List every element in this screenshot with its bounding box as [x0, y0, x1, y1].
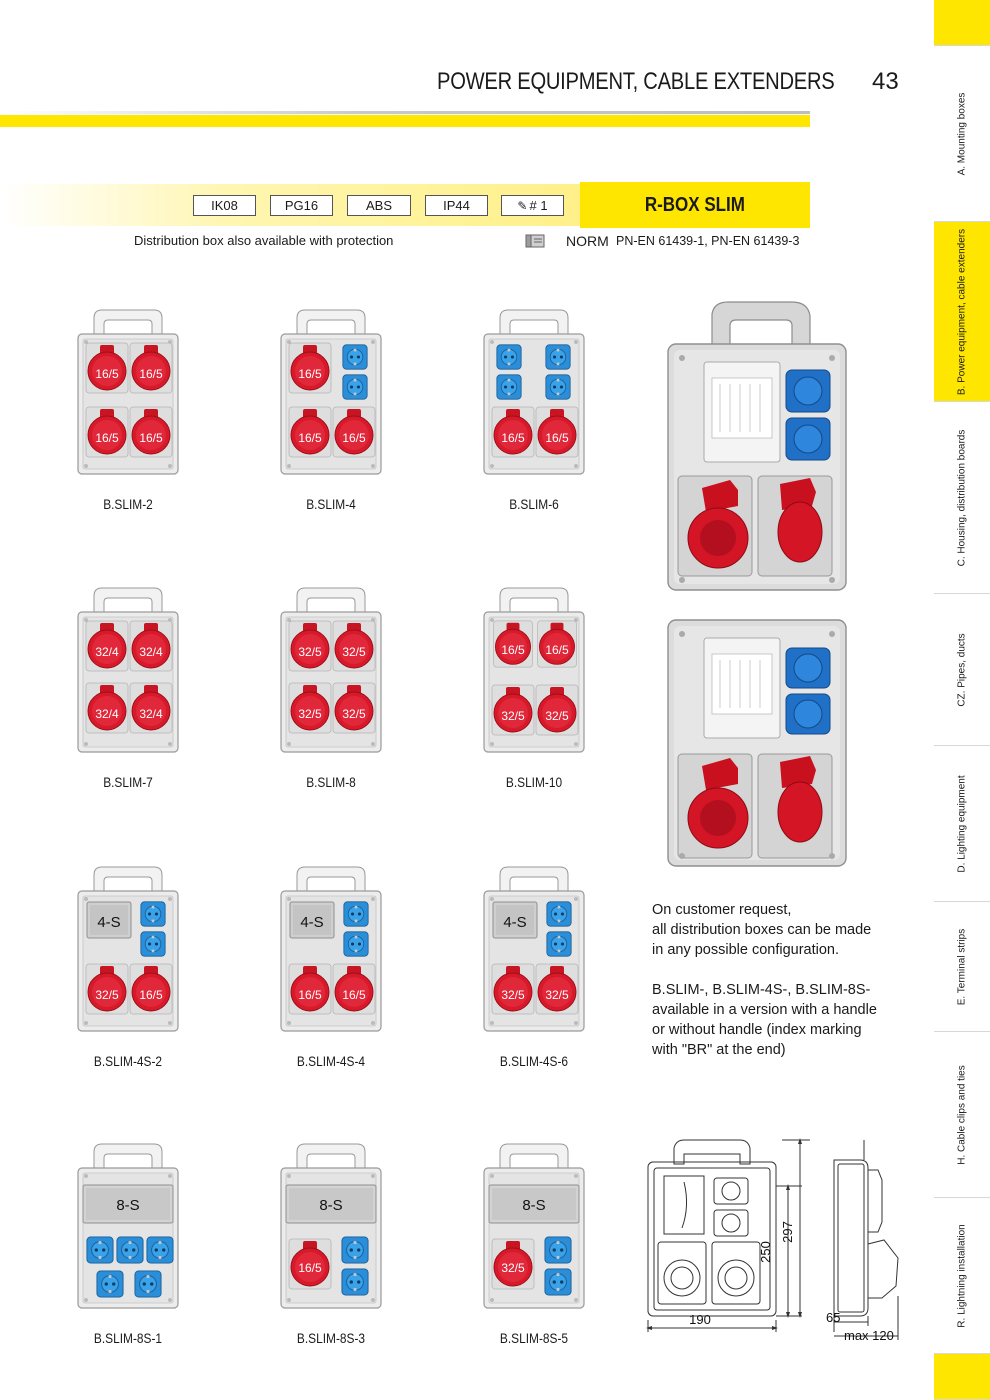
product-code: B.SLIM-8S-1	[93, 1330, 163, 1346]
package-icon: ✎	[517, 198, 528, 213]
front-dimension-drawing	[636, 1136, 816, 1348]
product-code: B.SLIM-4S-6	[499, 1053, 569, 1069]
book-icon	[525, 234, 545, 248]
panel-label: 4-S	[97, 914, 121, 931]
socket-rating: 16/5	[298, 1261, 322, 1275]
socket-rating: 16/5	[545, 643, 569, 657]
tab-label: R. Lightning installation	[956, 1223, 968, 1328]
product-code: B.SLIM-2	[103, 496, 153, 512]
info-line: or without handle (index marking	[652, 1022, 862, 1038]
socket-rating: 32/4	[95, 645, 119, 659]
product-b-slim-4s-6[interactable]	[482, 863, 586, 1069]
info-line: in any possible configuration.	[652, 942, 840, 958]
product-code: B.SLIM-4S-2	[93, 1053, 163, 1069]
product-code: B.SLIM-8S-3	[296, 1330, 366, 1346]
spec-pack-badge: ✎ # 1	[501, 195, 564, 216]
socket-rating: 16/5	[298, 367, 322, 381]
info-line: with "BR" at the end)	[652, 1042, 786, 1058]
product-photo-without-handle	[662, 616, 852, 870]
product-code: B.SLIM-6	[509, 496, 559, 512]
product-image	[279, 863, 383, 1033]
spec-pg-badge: PG16	[270, 195, 333, 216]
tab-label: E. Terminal strips	[956, 928, 968, 1005]
page-title: POWER EQUIPMENT, CABLE EXTENDERS	[437, 68, 835, 95]
product-code: B.SLIM-7	[103, 774, 153, 790]
dimension-depth-max: max 120	[844, 1328, 894, 1343]
socket-rating: 16/5	[342, 431, 366, 445]
dimension-depth: 65	[826, 1310, 841, 1325]
socket-rating: 32/5	[501, 1261, 525, 1275]
product-b-slim-8s-1[interactable]	[76, 1140, 180, 1346]
product-image	[482, 306, 586, 476]
product-code: B.SLIM-10	[505, 774, 563, 790]
socket-rating: 16/5	[139, 367, 163, 381]
spec-ip-badge: IP44	[425, 195, 488, 216]
socket-rating: 32/5	[95, 988, 119, 1002]
product-b-slim-4s-4[interactable]	[279, 863, 383, 1069]
page-number: 43	[872, 68, 899, 95]
socket-rating: 32/5	[342, 707, 366, 721]
tab-pipes-ducts[interactable]	[934, 594, 990, 746]
tab-label: B. Power equipment, cable extenders	[956, 228, 968, 395]
protection-note: Distribution box also available with protection	[134, 233, 394, 248]
socket-rating: 32/5	[501, 988, 525, 1002]
tab-cable-clips[interactable]	[934, 1032, 990, 1198]
tab-label: C. Housing, distribution boards	[956, 429, 968, 566]
product-name-box	[580, 182, 810, 228]
handle-version-note	[652, 980, 877, 1060]
custom-config-note	[652, 900, 871, 960]
spec-ik-badge: IK08	[193, 195, 256, 216]
tab-power-equipment[interactable]	[934, 222, 990, 402]
socket-rating: 32/5	[545, 988, 569, 1002]
dimension-height-outer: 297	[780, 1221, 795, 1243]
product-image	[279, 1140, 383, 1310]
socket-rating: 32/5	[298, 707, 322, 721]
panel-label: 4-S	[300, 914, 324, 931]
product-image	[482, 584, 586, 754]
socket-rating: 32/5	[298, 645, 322, 659]
socket-rating: 16/5	[501, 431, 525, 445]
header-accent-bar	[0, 115, 810, 127]
dimension-width: 190	[689, 1312, 711, 1327]
socket-rating: 32/5	[545, 709, 569, 723]
tab-label: A. Mounting boxes	[956, 92, 968, 175]
tab-housing-distribution-boards[interactable]	[934, 402, 990, 594]
socket-rating: 16/5	[95, 367, 119, 381]
product-b-slim-7[interactable]	[76, 584, 180, 790]
socket-rating: 32/5	[342, 645, 366, 659]
spec-material-badge: ABS	[347, 195, 411, 216]
socket-rating: 16/5	[298, 988, 322, 1002]
product-code: B.SLIM-4	[306, 496, 356, 512]
dimension-height-inner: 250	[758, 1241, 773, 1263]
panel-label: 4-S	[503, 914, 527, 931]
product-code: B.SLIM-8	[306, 774, 356, 790]
tab-lighting-equipment[interactable]	[934, 746, 990, 902]
header-rule	[0, 111, 810, 114]
tab-lightning-installation[interactable]	[934, 1198, 990, 1354]
product-image	[76, 306, 180, 476]
socket-rating: 32/5	[501, 709, 525, 723]
section-index	[934, 0, 990, 1400]
product-b-slim-6[interactable]	[482, 306, 586, 512]
socket-rating: 16/5	[545, 431, 569, 445]
panel-label: 8-S	[319, 1197, 343, 1214]
product-code: B.SLIM-8S-5	[499, 1330, 569, 1346]
info-line: On customer request,	[652, 902, 792, 918]
product-image	[76, 584, 180, 754]
product-b-slim-8[interactable]	[279, 584, 383, 790]
product-name: R-BOX SLIM	[644, 193, 746, 216]
socket-rating: 16/5	[95, 431, 119, 445]
tab-label: D. Lighting equipment	[956, 774, 968, 873]
info-line: B.SLIM-, B.SLIM-4S-, B.SLIM-8S-	[652, 982, 871, 998]
index-bottom-marker	[934, 1354, 990, 1400]
info-line: available in a version with a handle	[652, 1002, 877, 1018]
product-b-slim-2[interactable]	[76, 306, 180, 512]
tab-label: CZ. Pipes, ducts	[956, 632, 968, 707]
socket-rating: 16/5	[298, 431, 322, 445]
product-b-slim-8s-3[interactable]	[279, 1140, 383, 1346]
product-b-slim-4s-2[interactable]	[76, 863, 180, 1069]
tab-label: H. Cable clips and ties	[956, 1064, 968, 1165]
product-image	[279, 584, 383, 754]
socket-rating: 16/5	[139, 988, 163, 1002]
product-code: B.SLIM-4S-4	[296, 1053, 366, 1069]
product-photo-with-handle	[662, 300, 852, 594]
side-dimension-drawing	[820, 1136, 910, 1348]
tab-mounting-boxes[interactable]	[934, 46, 990, 222]
tab-terminal-strips[interactable]	[934, 902, 990, 1032]
product-image	[482, 1140, 586, 1310]
info-line: all distribution boxes can be made	[652, 922, 872, 938]
socket-rating: 32/4	[139, 707, 163, 721]
socket-rating: 32/4	[139, 645, 163, 659]
panel-label: 8-S	[522, 1197, 546, 1214]
socket-rating: 32/4	[95, 707, 119, 721]
socket-rating: 16/5	[342, 988, 366, 1002]
norm-label: NORM	[566, 233, 609, 249]
product-image	[279, 306, 383, 476]
index-top-marker	[934, 0, 990, 46]
product-b-slim-10[interactable]	[482, 584, 586, 790]
product-b-slim-4[interactable]	[279, 306, 383, 512]
norm-value: PN-EN 61439-1, PN-EN 61439-3	[616, 234, 800, 248]
product-b-slim-8s-5[interactable]	[482, 1140, 586, 1346]
product-image	[76, 1140, 180, 1310]
product-image	[76, 863, 180, 1033]
socket-rating: 16/5	[501, 643, 525, 657]
panel-label: 8-S	[116, 1197, 140, 1214]
socket-rating: 16/5	[139, 431, 163, 445]
product-image	[482, 863, 586, 1033]
